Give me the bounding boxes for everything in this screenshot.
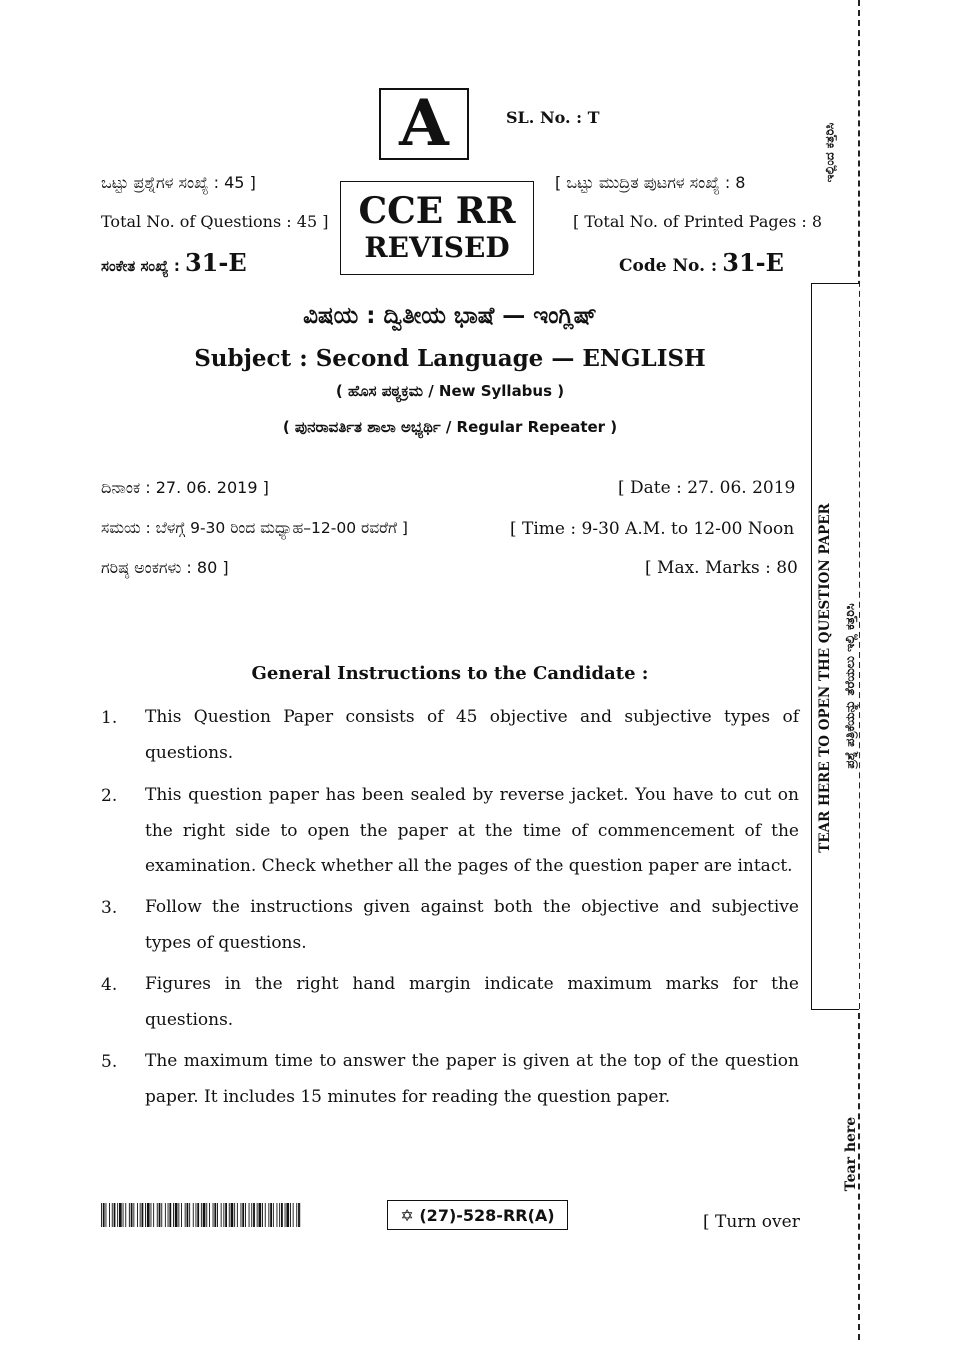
time-english: [ Time : 9-30 A.M. to 12-00 Noon bbox=[510, 519, 795, 539]
code-number-english bbox=[619, 248, 784, 277]
marks-english: [ Max. Marks : 80 bbox=[645, 558, 798, 578]
instruction-text: The maximum time to answer the paper is given at the top of the question paper. It includes 15 minutes for reading the question paper. bbox=[145, 1051, 799, 1107]
code-number-kannada bbox=[101, 248, 247, 277]
syllabus-line: ( ಹೊಸ ಪಠ್ಯಕ್ರಮ / New Syllabus ) bbox=[335, 382, 565, 400]
marks-kannada: ಗರಿಷ್ಠ ಅಂಕಗಳು : 80 ] bbox=[101, 558, 229, 577]
instruction-text: Figures in the right hand margin indicate maximum marks for the questions. bbox=[145, 974, 799, 1030]
tear-here-kannada: ಪ್ರಶ್ನೆ ಪತ್ರಿಕೆಯನ್ನು ತೆರೆಯಲು ಇಲ್ಲಿ ಕತ್ತರಿಸಿ bbox=[842, 603, 857, 769]
printed-pages-english: [ Total No. of Printed Pages : 8 bbox=[573, 212, 823, 231]
paper-code-box: ✡ (27)-528-RR(A) bbox=[387, 1200, 568, 1230]
instructions-title: General Instructions to the Candidate : bbox=[251, 663, 649, 684]
subject-english: Subject : Second Language — ENGLISH bbox=[194, 345, 706, 372]
code-en-label: Code No. : bbox=[619, 256, 718, 276]
cce-rr-box bbox=[340, 181, 534, 275]
instruction-number: 4. bbox=[101, 975, 118, 995]
cce-line-2: REVISED bbox=[364, 231, 510, 264]
instruction-text: This question paper has been sealed by reverse jacket. You have to cut on the right side to open the paper at the time of commencement of the examination. Check whether all the pages of the question paper are intact. bbox=[145, 785, 799, 876]
instruction-text: Follow the instructions given against both the objective and subjective types of questions. bbox=[145, 897, 799, 953]
candidate-type-line: ( ಪುನರಾವರ್ತಿತ ಶಾಲಾ ಅಭ್ಯರ್ಥಿ / Regular Repeater ) bbox=[282, 418, 618, 436]
date-kannada: ದಿನಾಂಕ : 27. 06. 2019 ] bbox=[101, 478, 269, 497]
date-english: [ Date : 27. 06. 2019 bbox=[618, 478, 796, 498]
set-code-box: A bbox=[379, 88, 469, 160]
subject-kannada: ವಿಷಯ : ದ್ವಿತೀಯ ಭಾಷೆ — ಇಂಗ್ಲಿಷ್ bbox=[303, 303, 597, 329]
turn-over: [ Turn over bbox=[703, 1212, 800, 1232]
cut-here-kannada: ಇಲ್ಲಿಂದ ಕತ್ತರಿಸಿ bbox=[822, 122, 837, 183]
time-kannada: ಸಮಯ : ಬೆಳಗ್ಗೆ 9-30 ರಿಂದ ಮಧ್ಯಾಹ–12-00 ರವರೆಗೆ ] bbox=[101, 519, 408, 537]
instruction-number: 5. bbox=[101, 1052, 118, 1072]
instruction-number: 2. bbox=[101, 786, 118, 806]
tear-here-english: TEAR HERE TO OPEN THE QUESTION PAPER bbox=[817, 503, 833, 853]
instruction-number: 1. bbox=[101, 708, 118, 728]
printed-pages-kannada: [ ಒಟ್ಟು ಮುದ್ರಿತ ಪುಟಗಳ ಸಂಖ್ಯೆ : 8 bbox=[555, 173, 746, 192]
serial-number: SL. No. : T bbox=[506, 108, 600, 127]
instruction-text: This Question Paper consists of 45 objective and subjective types of questions. bbox=[145, 707, 799, 763]
code-en-value: 31-E bbox=[722, 248, 784, 277]
total-questions-kannada: ಒಟ್ಟು ಪ್ರಶ್ನೆಗಳ ಸಂಖ್ಯೆ : 45 ] bbox=[101, 173, 256, 192]
cce-line-1: CCE RR bbox=[358, 190, 516, 232]
code-kn-label: ಸಂಕೇತ ಸಂಖ್ಯೆ : bbox=[101, 257, 180, 275]
barcode bbox=[101, 1203, 301, 1227]
instruction-number: 3. bbox=[101, 898, 118, 918]
code-kn-value: 31-E bbox=[184, 248, 247, 277]
total-questions-english: Total No. of Questions : 45 ] bbox=[101, 212, 329, 231]
tear-here-label: Tear here bbox=[843, 1116, 859, 1192]
